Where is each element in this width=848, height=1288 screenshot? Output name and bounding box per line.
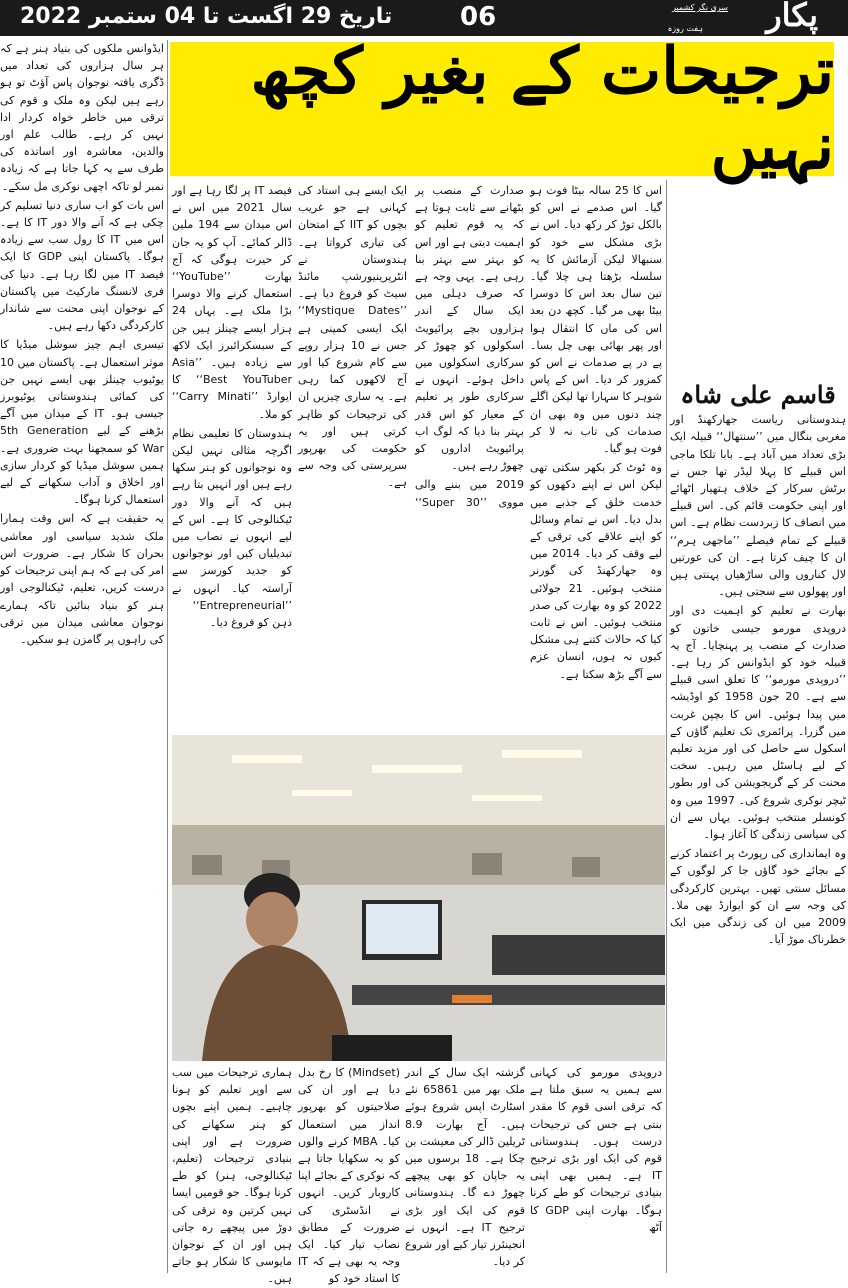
- logo-place: سری نگر کشمیر: [672, 3, 728, 12]
- logo-name: پکار: [766, 0, 818, 34]
- logo-tag: ہفت روزہ: [667, 24, 703, 33]
- column-right: [670, 382, 846, 1273]
- paragraph: تیسری اہم چیز سوشل میڈیا کا موثر استعمال ہے۔ پاکستان میں 10 یوٹیوب چینلز بھی ایسے نہیں جن کی کمائی ہندوستانی یوٹیوبرز جیسی ہو۔ IT کے میدان میں آگے بڑھنے کے لیے 5th Generation War کو سمجھنا بہت ضروری ہے۔ ہمیں سوشل میڈیا کو کردار سازی اور اخلاق و آداب سکھانے کے لیے استعمال کرنا ہوگا۔: [0, 338, 164, 507]
- masthead-bar: [0, 0, 848, 36]
- column-mid-3: [172, 182, 292, 730]
- column-bottom-2: [405, 1064, 525, 1273]
- paragraph: ایڈوانس ملکوں کی بنیاد ہنر ہے کہ ہر سال ہزاروں کی تعداد میں ڈگری یافتہ نوجوان پاس آؤٹ تو ہو رہے ہیں لیکن وہ ملک و قوم کی ترقی میں خاطر خواہ کردار ادا نہیں کر رہے۔ طالب علم اور والدین، معاشرہ اور اساتذہ کی طرف سے یہ کہا جاتا ہے کہ زیادہ نمبر لو تاکہ اچھی نوکری مل سکے۔: [0, 42, 164, 193]
- column-left: [0, 40, 164, 1273]
- author-name: قاسم علی شاہ: [680, 380, 836, 409]
- column-mid-1: [530, 182, 662, 730]
- paragraph: ہماری ترجیحات میں سب سے اوپر تعلیم کو ہونا چاہیے۔ ہمیں اپنے بچوں کو ہنر سکھانے کی ضرورت ہے اور اپنی بنیادی ترجیحات (تعلیم، ٹیکنالوجی، ہنر) کو طے کرنا ہوگا۔ جو قومیں ایسا نہیں کرتیں وہ ترقی کی دوڑ میں پیچھے رہ جاتی ہیں اور ان کے نوجوان مایوسی کا شکار ہو جاتے ہیں۔: [172, 1066, 292, 1286]
- paragraph: وہ ٹوٹ کر بکھر سکتی تھی لیکن اس نے اپنے دکھوں کو خدمت خلق کے جذبے میں بدل دیا۔ اس نے تمام وسائل کو اپنے علاقے کی ترقی کے لیے وقف کر دیا۔ 2014 میں وہ جھارکھنڈ کی گورنر منتخب ہوئیں۔ 21 جولائی 2022 کو وہ بھارت کی صدر منتخب ہوئیں۔ اس نے ثابت کیا کہ حالات کتنے ہی مشکل کیوں نہ ہوں، انسان عزم سے آگے بڑھ سکتا ہے۔: [530, 461, 662, 681]
- paragraph: بھارت نے تعلیم کو اہمیت دی اور دروپدی مورمو جیسی خاتون کو صدارت کے منصب پر پہنچایا۔ آج یہ قبیلہ خود کو ایڈوانس کر رہا ہے۔ ’’دروپدی مورمو‘‘ کا تعلق اسی قبیلے سے ہے۔ 20 جون 1958 کو اوڈیشہ میں پیدا ہوئیں۔ اس کا بچپن غربت میں گزرا۔ پرائمری تک تعلیم گاؤں کے اسکول سے حاصل کی اور مزید تعلیم کے لیے ہاسٹل میں رہیں۔ سخت محنت کر کے گریجویشن کی اور بطور ٹیچر نوکری شروع کی۔ 1997 میں وہ کونسلر منتخب ہوئیں۔ یہاں سے ان کی سیاسی زندگی کا آغاز ہوا۔: [670, 604, 846, 842]
- column-bottom-4: [172, 1064, 292, 1286]
- paragraph: اس کا 25 سالہ بیٹا فوت ہو گیا۔ اس صدمے نے اس کو بالکل توڑ کر رکھ دیا۔ اس نے بڑی مشکل سے خود کو سنبھالا لیکن آزمائش کا یہ سلسلہ بڑھتا ہی چلا گیا۔ تین سال بعد اس کا دوسرا بیٹا بھی مر گیا۔ کچھ دن بعد اس کی ماں کا انتقال ہوا اور پھر بھائی بھی چل بسا۔ پے در پے صدمات نے اس کو کمزور کر دیا۔ اس کے پاس شوہر کا سہارا تھا لیکن اگلے چند دنوں میں وہ بھی ان صدمات کی تاب نہ لا کر فوت ہو گیا۔: [530, 184, 662, 456]
- paragraph: فیصد IT پر لگا رہا ہے اور سال 2021 میں اس نے اس میدان سے 194 ملین ڈالر کمائے۔ آپ کو یہ جان کر حیرت ہوگی کہ آج بھارت ’’YouTube‘‘ استعمال کرنے والا دوسرا بڑا ملک ہے۔ یہاں 24 ہزار ایسے چینلز ہیں جن کے سبسکرائبرز ایک لاکھ سے زیادہ ہیں۔ ’’Asia Best YouTuber‘‘ کا ایوارڈ ’’Carry Minati‘‘ کو ملا۔: [172, 184, 292, 421]
- paragraph: 2019 میں بننے والی مووی ’’Super 30‘‘ ایک ایسے ہی استاد کی کہانی ہے جو غریب بچوں کو IIT کے امتحان کی تیاری کرواتا ہے۔ ہندوستان نے انٹرپرینیورشپ مائنڈ سیٹ کو فروغ دیا ہے۔ ’’Mystique Dates‘‘ ایک ایسی کمپنی ہے جس نے 10 ہزار روپے سے کام شروع کیا اور آج لاکھوں کما رہی ہے۔ یہ ساری چیزیں ان کی ترجیحات کو ظاہر کرتی ہیں اور یہ حکومت کی بھرپور سرپرستی کی وجہ سے ہے۔: [298, 184, 524, 509]
- column-bottom-3: [298, 1064, 400, 1286]
- paragraph: وہ ایمانداری کی رپورٹ پر اعتماد کرنے کے بجائے خود گاؤں جا کر لوگوں کے مسائل سنتی تھیں۔ بہترین کارکردگی کی وجہ سے ان کو ایوارڈ بھی ملا۔ 2009 میں ان کی زندگی میں ایک خطرناک موڑ آیا۔: [670, 847, 846, 947]
- newspaper-logo: [628, 0, 828, 36]
- paragraph: ہندوستانی ریاست جھارکھنڈ اور مغربی بنگال میں ’’سنتھال‘‘ قبیلہ ایک بڑی تعداد میں آباد ہے۔ بابا تلکا ماجی اس قبیلے کا پہلا لیڈر تھا جس نے برٹش سرکار کے خلاف ہتھیار اٹھائے اور اپنی حکومت قائم کی۔ اس قبیلے میں انصاف کا زبردست نظام ہے۔ اس قبیلے کے تمام فیصلے ’’ماجھی ہرم‘‘ ان کا چیف کرتا ہے۔ ان کی عورتیں لال کناروں والی ساڑھیاں پہنتی ہیں اور پھولوں سے سجتی ہیں۔: [670, 413, 846, 599]
- issue-date: تاریخ 29 اگست تا 04 ستمبر 2022: [20, 4, 393, 29]
- paragraph: (Mindset) کا رخ بدل دیا ہے اور ان کی صلاحیتوں کو بھرپور انداز میں استعمال کیا۔ MBA کرنے والوں کو یہ سکھایا جاتا ہے کہ نوکری کے بجائے اپنا کاروبار کریں۔ انہوں نے انڈسٹری کی ضرورت کے مطابق نصاب تیار کیا۔ ایک وجہ یہ بھی ہے کہ IT کا استاد خود کو: [298, 1066, 400, 1286]
- column-divider: [167, 40, 168, 1273]
- headline-banner: [170, 34, 834, 184]
- headline: ترجیحات کے بغیر کچھ نہیں: [250, 34, 834, 184]
- paragraph: ہندوستان کا تعلیمی نظام اگرچہ مثالی نہیں لیکن وہ نوجوانوں کو ہنر سکھا رہے ہیں اور انہیں بتا رہے ہیں کہ آنے والا دور ٹیکنالوجی کا ہے۔ اس کے لیے انہوں نے نصاب میں تبدیلیاں کیں اور نوجوانوں کو جدید کورسز سے آراستہ کیا۔ انہوں نے ’’Entrepreneurial‘‘ ذہن کو فروغ دیا۔: [172, 426, 292, 630]
- paragraph: یہ حقیقت ہے کہ اس وقت ہمارا ملک شدید سیاسی اور معاشی بحران کا شکار ہے۔ ضرورت اس امر کی ہے کہ ہم اپنی ترجیحات کو درست کریں، تعلیم، ٹیکنالوجی اور ہنر کو بنیاد بنائیں تاکہ ہمارے نوجوان معاشی میدان میں ترقی کی راہوں پر گامزن ہو سکیں۔: [0, 512, 164, 646]
- page-number: 06: [460, 2, 497, 32]
- paragraph: صدارت کے منصب پر بٹھانے سے ثابت ہوتا ہے کہ یہ قوم تعلیم کو اہمیت دیتی ہے اور اس کو بہتر سے بہتر بنا رہی ہے۔ یہی وجہ ہے کہ صرف دہلی میں ایک سال کے اندر ہزاروں بچے پرائیویٹ اسکولوں کو چھوڑ کر سرکاری اسکولوں میں داخل ہوئے۔ انہوں نے سرکاری طور پر تعلیم کے معیار کو اس قدر بہتر بنا دیا کہ لوگ اب پرائیویٹ اداروں کو چھوڑ رہے ہیں۔: [415, 184, 524, 473]
- column-bottom-1: [530, 1064, 662, 1273]
- paragraph: دروپدی مورمو کی کہانی سے ہمیں یہ سبق ملتا ہے کہ ترقی اسی قوم کا مقدر بنتی ہے جس کی ترجیحات درست ہوں۔ ہندوستانی قوم کی ایک اور بڑی ترجیح IT ہے۔ ہمیں بھی اپنی بنیادی ترجیحات کو طے کرنا ہوگا۔ بھارت اپنی GDP کا آٹھ: [530, 1066, 662, 1234]
- column-mid-2: [298, 182, 524, 730]
- paragraph: اس بات کو اب ساری دنیا تسلیم کر چکی ہے کہ آنے والا دور IT کا ہے۔ اس میں IT کا رول سب سے زیادہ ہوگا۔ پاکستان اپنی GDP کا ایک فیصد IT میں لگا رہا ہے۔ دنیا کی فری لانسنگ مارکیٹ میں پاکستان کے نوجوان اپنی محنت سے شاندار کارکردگی دکھا رہے ہیں۔: [0, 198, 165, 333]
- column-divider: [666, 180, 667, 1273]
- paragraph: گزشتہ ایک سال کے اندر ملک بھر میں 65861 نئے اسٹارٹ اپس شروع ہوئے ہیں۔ آج بھارت 8.9 ٹریلین ڈالر کی معیشت بن چکا ہے۔ 18 برسوں میں یہ جاپان کو بھی پیچھے چھوڑ دے گا۔ ہندوستانی قوم کی ایک اور بڑی ترجیح IT ہے۔ انہوں نے انجینئرز تیار کیے اور شروع کر دیا۔: [405, 1066, 525, 1269]
- office-photo: [172, 735, 665, 1061]
